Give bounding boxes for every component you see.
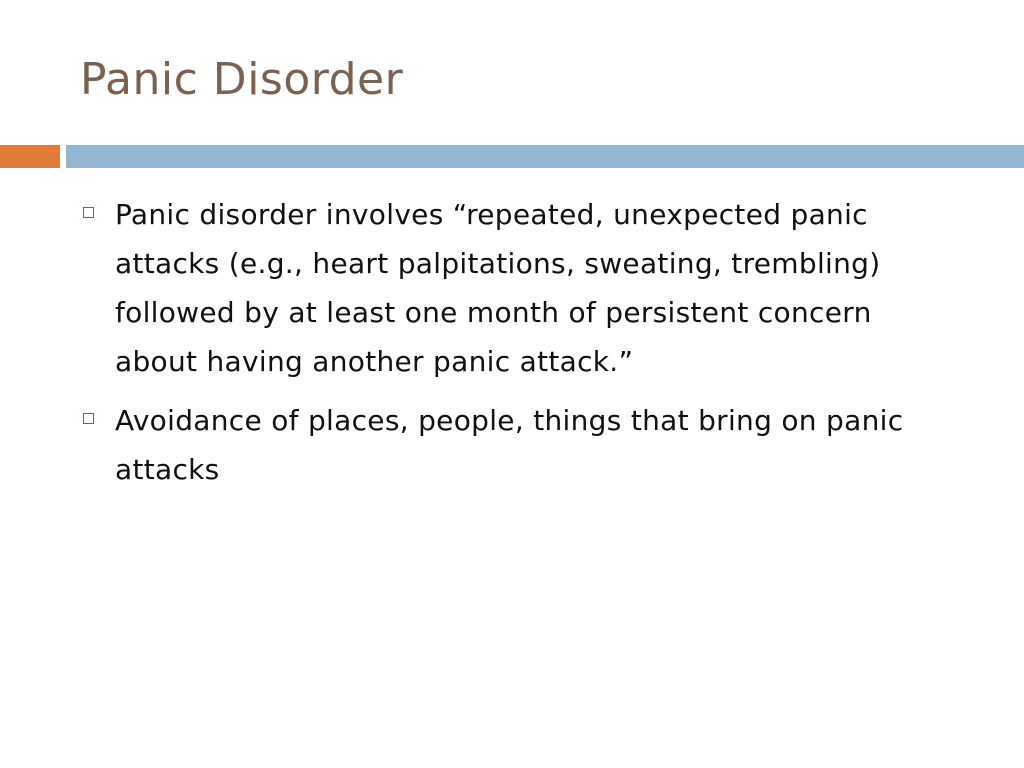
bullet-list: [80, 190, 940, 504]
title-divider-bar: [66, 145, 1024, 168]
hollow-square-icon: [83, 207, 94, 218]
bullet-text: Panic disorder involves “repeated, unexpected panic attacks (e.g., heart palpitations, sweating, trembling) followed by at least one month of persistent concern about having another panic attack.”: [115, 198, 881, 378]
accent-bar: [0, 145, 60, 168]
bullet-item: [80, 190, 940, 386]
bullet-text: Avoidance of places, people, things that bring on panic attacks: [115, 404, 904, 486]
bullet-item: [80, 396, 940, 494]
slide-title: Panic Disorder: [80, 54, 404, 105]
hollow-square-icon: [83, 413, 94, 424]
